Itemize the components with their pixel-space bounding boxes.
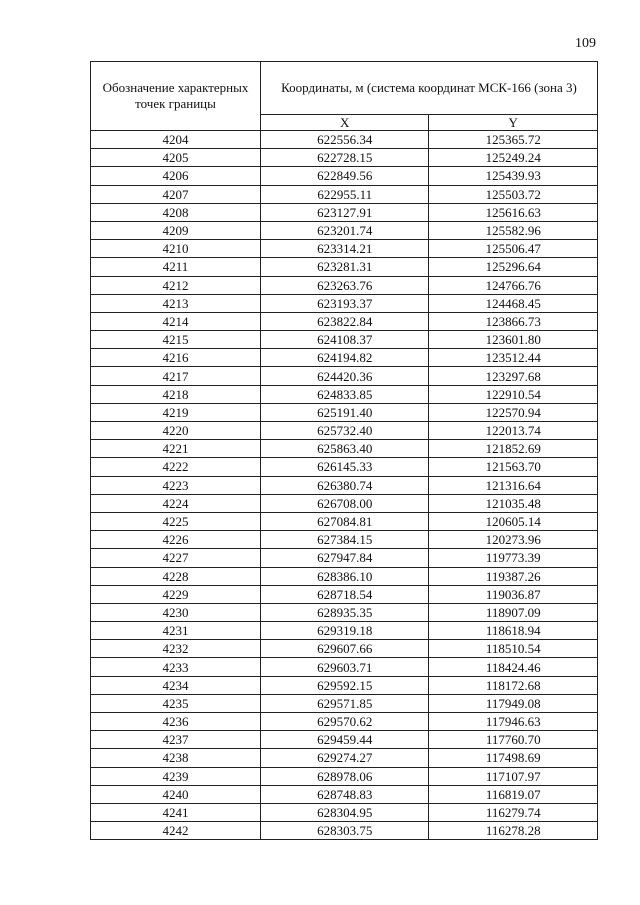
y-coordinate-cell: 117498.69 [429, 749, 598, 767]
table-row [91, 603, 598, 621]
x-coordinate-cell: 629603.71 [261, 658, 429, 676]
coordinates-table [90, 61, 598, 840]
table-row [91, 458, 598, 476]
x-coordinate-cell: 629319.18 [261, 622, 429, 640]
y-coordinate-cell: 125249.24 [429, 149, 598, 167]
x-coordinate-cell: 626145.33 [261, 458, 429, 476]
x-coordinate-cell: 622728.15 [261, 149, 429, 167]
point-id-cell: 4205 [91, 149, 261, 167]
point-id-cell: 4224 [91, 494, 261, 512]
coordinates-header: Координаты, м (система координат МСК-166 (зона 3) [261, 62, 598, 115]
x-coordinate-cell: 628386.10 [261, 567, 429, 585]
table-row [91, 476, 598, 494]
x-coordinate-cell: 629607.66 [261, 640, 429, 658]
point-id-cell: 4206 [91, 167, 261, 185]
y-coordinate-cell: 117107.97 [429, 767, 598, 785]
x-coordinate-cell: 629274.27 [261, 749, 429, 767]
table-row [91, 294, 598, 312]
table-row [91, 312, 598, 330]
point-id-cell: 4211 [91, 258, 261, 276]
point-id-cell: 4212 [91, 276, 261, 294]
point-id-cell: 4242 [91, 822, 261, 840]
y-coordinate-cell: 122570.94 [429, 403, 598, 421]
point-id-cell: 4223 [91, 476, 261, 494]
y-coordinate-cell: 118424.46 [429, 658, 598, 676]
table-row [91, 422, 598, 440]
y-coordinate-cell: 121852.69 [429, 440, 598, 458]
y-coordinate-cell: 116279.74 [429, 803, 598, 821]
x-coordinate-cell: 628935.35 [261, 603, 429, 621]
x-coordinate-cell: 624108.37 [261, 331, 429, 349]
x-coordinate-cell: 623127.91 [261, 203, 429, 221]
x-coordinate-cell: 627084.81 [261, 512, 429, 530]
table-row [91, 658, 598, 676]
y-coordinate-cell: 123601.80 [429, 331, 598, 349]
table-row [91, 240, 598, 258]
point-id-cell: 4214 [91, 312, 261, 330]
table-row [91, 622, 598, 640]
y-coordinate-cell: 121316.64 [429, 476, 598, 494]
table-row [91, 185, 598, 203]
table-row [91, 640, 598, 658]
y-coordinate-cell: 123297.68 [429, 367, 598, 385]
y-coordinate-cell: 124468.45 [429, 294, 598, 312]
point-id-cell: 4234 [91, 676, 261, 694]
x-coordinate-cell: 624194.82 [261, 349, 429, 367]
point-id-cell: 4218 [91, 385, 261, 403]
y-coordinate-cell: 118172.68 [429, 676, 598, 694]
y-coordinate-cell: 125365.72 [429, 131, 598, 149]
point-id-cell: 4231 [91, 622, 261, 640]
x-coordinate-cell: 625863.40 [261, 440, 429, 458]
x-coordinate-cell: 627947.84 [261, 549, 429, 567]
table-row [91, 585, 598, 603]
table-row [91, 567, 598, 585]
table-row [91, 512, 598, 530]
y-coordinate-cell: 120273.96 [429, 531, 598, 549]
x-coordinate-cell: 628304.95 [261, 803, 429, 821]
y-coordinate-cell: 119773.39 [429, 549, 598, 567]
x-coordinate-cell: 627384.15 [261, 531, 429, 549]
y-coordinate-cell: 125506.47 [429, 240, 598, 258]
table-row [91, 221, 598, 239]
point-id-cell: 4209 [91, 221, 261, 239]
point-id-cell: 4213 [91, 294, 261, 312]
table-row [91, 785, 598, 803]
point-id-cell: 4230 [91, 603, 261, 621]
point-id-cell: 4233 [91, 658, 261, 676]
y-coordinate-cell: 124766.76 [429, 276, 598, 294]
page-number: 109 [575, 36, 596, 51]
y-coordinate-cell: 117946.63 [429, 713, 598, 731]
y-coordinate-cell: 122910.54 [429, 385, 598, 403]
point-id-cell: 4219 [91, 403, 261, 421]
x-coordinate-cell: 629571.85 [261, 694, 429, 712]
table-row [91, 367, 598, 385]
point-id-cell: 4228 [91, 567, 261, 585]
table-row [91, 149, 598, 167]
table-row [91, 349, 598, 367]
y-coordinate-cell: 118510.54 [429, 640, 598, 658]
table-row [91, 203, 598, 221]
x-coordinate-cell: 628718.54 [261, 585, 429, 603]
x-coordinate-cell: 623281.31 [261, 258, 429, 276]
y-coordinate-cell: 117949.08 [429, 694, 598, 712]
x-coordinate-cell: 624420.36 [261, 367, 429, 385]
point-id-cell: 4239 [91, 767, 261, 785]
x-coordinate-cell: 628978.06 [261, 767, 429, 785]
y-coordinate-cell: 118907.09 [429, 603, 598, 621]
x-coordinate-cell: 625732.40 [261, 422, 429, 440]
x-coordinate-cell: 626380.74 [261, 476, 429, 494]
table-row [91, 767, 598, 785]
y-coordinate-cell: 116819.07 [429, 785, 598, 803]
table-header [91, 62, 598, 131]
x-coordinate-cell: 628748.83 [261, 785, 429, 803]
table-row [91, 385, 598, 403]
table-row [91, 331, 598, 349]
x-coordinate-cell: 623314.21 [261, 240, 429, 258]
point-id-cell: 4216 [91, 349, 261, 367]
table-row [91, 694, 598, 712]
x-coordinate-cell: 628303.75 [261, 822, 429, 840]
table-row [91, 531, 598, 549]
x-coordinate-cell: 625191.40 [261, 403, 429, 421]
point-designation-header: Обозначение характерных точек границы [91, 62, 261, 131]
table-body [91, 131, 598, 840]
table-row [91, 731, 598, 749]
table-row [91, 131, 598, 149]
table-row [91, 440, 598, 458]
point-id-cell: 4235 [91, 694, 261, 712]
point-id-cell: 4226 [91, 531, 261, 549]
point-id-cell: 4237 [91, 731, 261, 749]
x-coordinate-cell: 629592.15 [261, 676, 429, 694]
point-id-cell: 4222 [91, 458, 261, 476]
table-row [91, 403, 598, 421]
table-row [91, 676, 598, 694]
point-id-cell: 4217 [91, 367, 261, 385]
y-coordinate-cell: 123512.44 [429, 349, 598, 367]
x-coordinate-cell: 622955.11 [261, 185, 429, 203]
table-row [91, 713, 598, 731]
x-coordinate-cell: 623201.74 [261, 221, 429, 239]
x-coordinate-cell: 623263.76 [261, 276, 429, 294]
point-id-cell: 4240 [91, 785, 261, 803]
y-coordinate-cell: 125616.63 [429, 203, 598, 221]
point-id-cell: 4210 [91, 240, 261, 258]
point-id-cell: 4229 [91, 585, 261, 603]
point-id-cell: 4221 [91, 440, 261, 458]
y-coordinate-cell: 125582.96 [429, 221, 598, 239]
point-id-cell: 4227 [91, 549, 261, 567]
x-coordinate-cell: 622849.56 [261, 167, 429, 185]
y-coordinate-cell: 123866.73 [429, 312, 598, 330]
y-coordinate-cell: 120605.14 [429, 512, 598, 530]
y-coordinate-cell: 119036.87 [429, 585, 598, 603]
table-row [91, 749, 598, 767]
point-id-cell: 4225 [91, 512, 261, 530]
x-coordinate-cell: 626708.00 [261, 494, 429, 512]
point-id-cell: 4215 [91, 331, 261, 349]
y-coordinate-cell: 125439.93 [429, 167, 598, 185]
y-coordinate-cell: 121035.48 [429, 494, 598, 512]
y-coordinate-cell: 116278.28 [429, 822, 598, 840]
point-id-cell: 4220 [91, 422, 261, 440]
point-id-cell: 4236 [91, 713, 261, 731]
table-row [91, 276, 598, 294]
point-id-cell: 4232 [91, 640, 261, 658]
table-row [91, 549, 598, 567]
y-coordinate-cell: 118618.94 [429, 622, 598, 640]
point-id-cell: 4207 [91, 185, 261, 203]
point-id-cell: 4208 [91, 203, 261, 221]
table-row [91, 803, 598, 821]
table-row [91, 258, 598, 276]
y-coordinate-cell: 117760.70 [429, 731, 598, 749]
table-row [91, 167, 598, 185]
y-coordinate-cell: 121563.70 [429, 458, 598, 476]
x-coordinate-cell: 623193.37 [261, 294, 429, 312]
y-coordinate-cell: 119387.26 [429, 567, 598, 585]
x-coordinate-cell: 624833.85 [261, 385, 429, 403]
x-coordinate-cell: 629570.62 [261, 713, 429, 731]
x-coordinate-cell: 629459.44 [261, 731, 429, 749]
point-id-cell: 4204 [91, 131, 261, 149]
y-coordinate-cell: 125296.64 [429, 258, 598, 276]
x-column-header: X [261, 115, 429, 131]
y-column-header: Y [429, 115, 598, 131]
point-id-cell: 4241 [91, 803, 261, 821]
y-coordinate-cell: 122013.74 [429, 422, 598, 440]
table-row [91, 822, 598, 840]
x-coordinate-cell: 622556.34 [261, 131, 429, 149]
table-row [91, 494, 598, 512]
y-coordinate-cell: 125503.72 [429, 185, 598, 203]
x-coordinate-cell: 623822.84 [261, 312, 429, 330]
point-id-cell: 4238 [91, 749, 261, 767]
